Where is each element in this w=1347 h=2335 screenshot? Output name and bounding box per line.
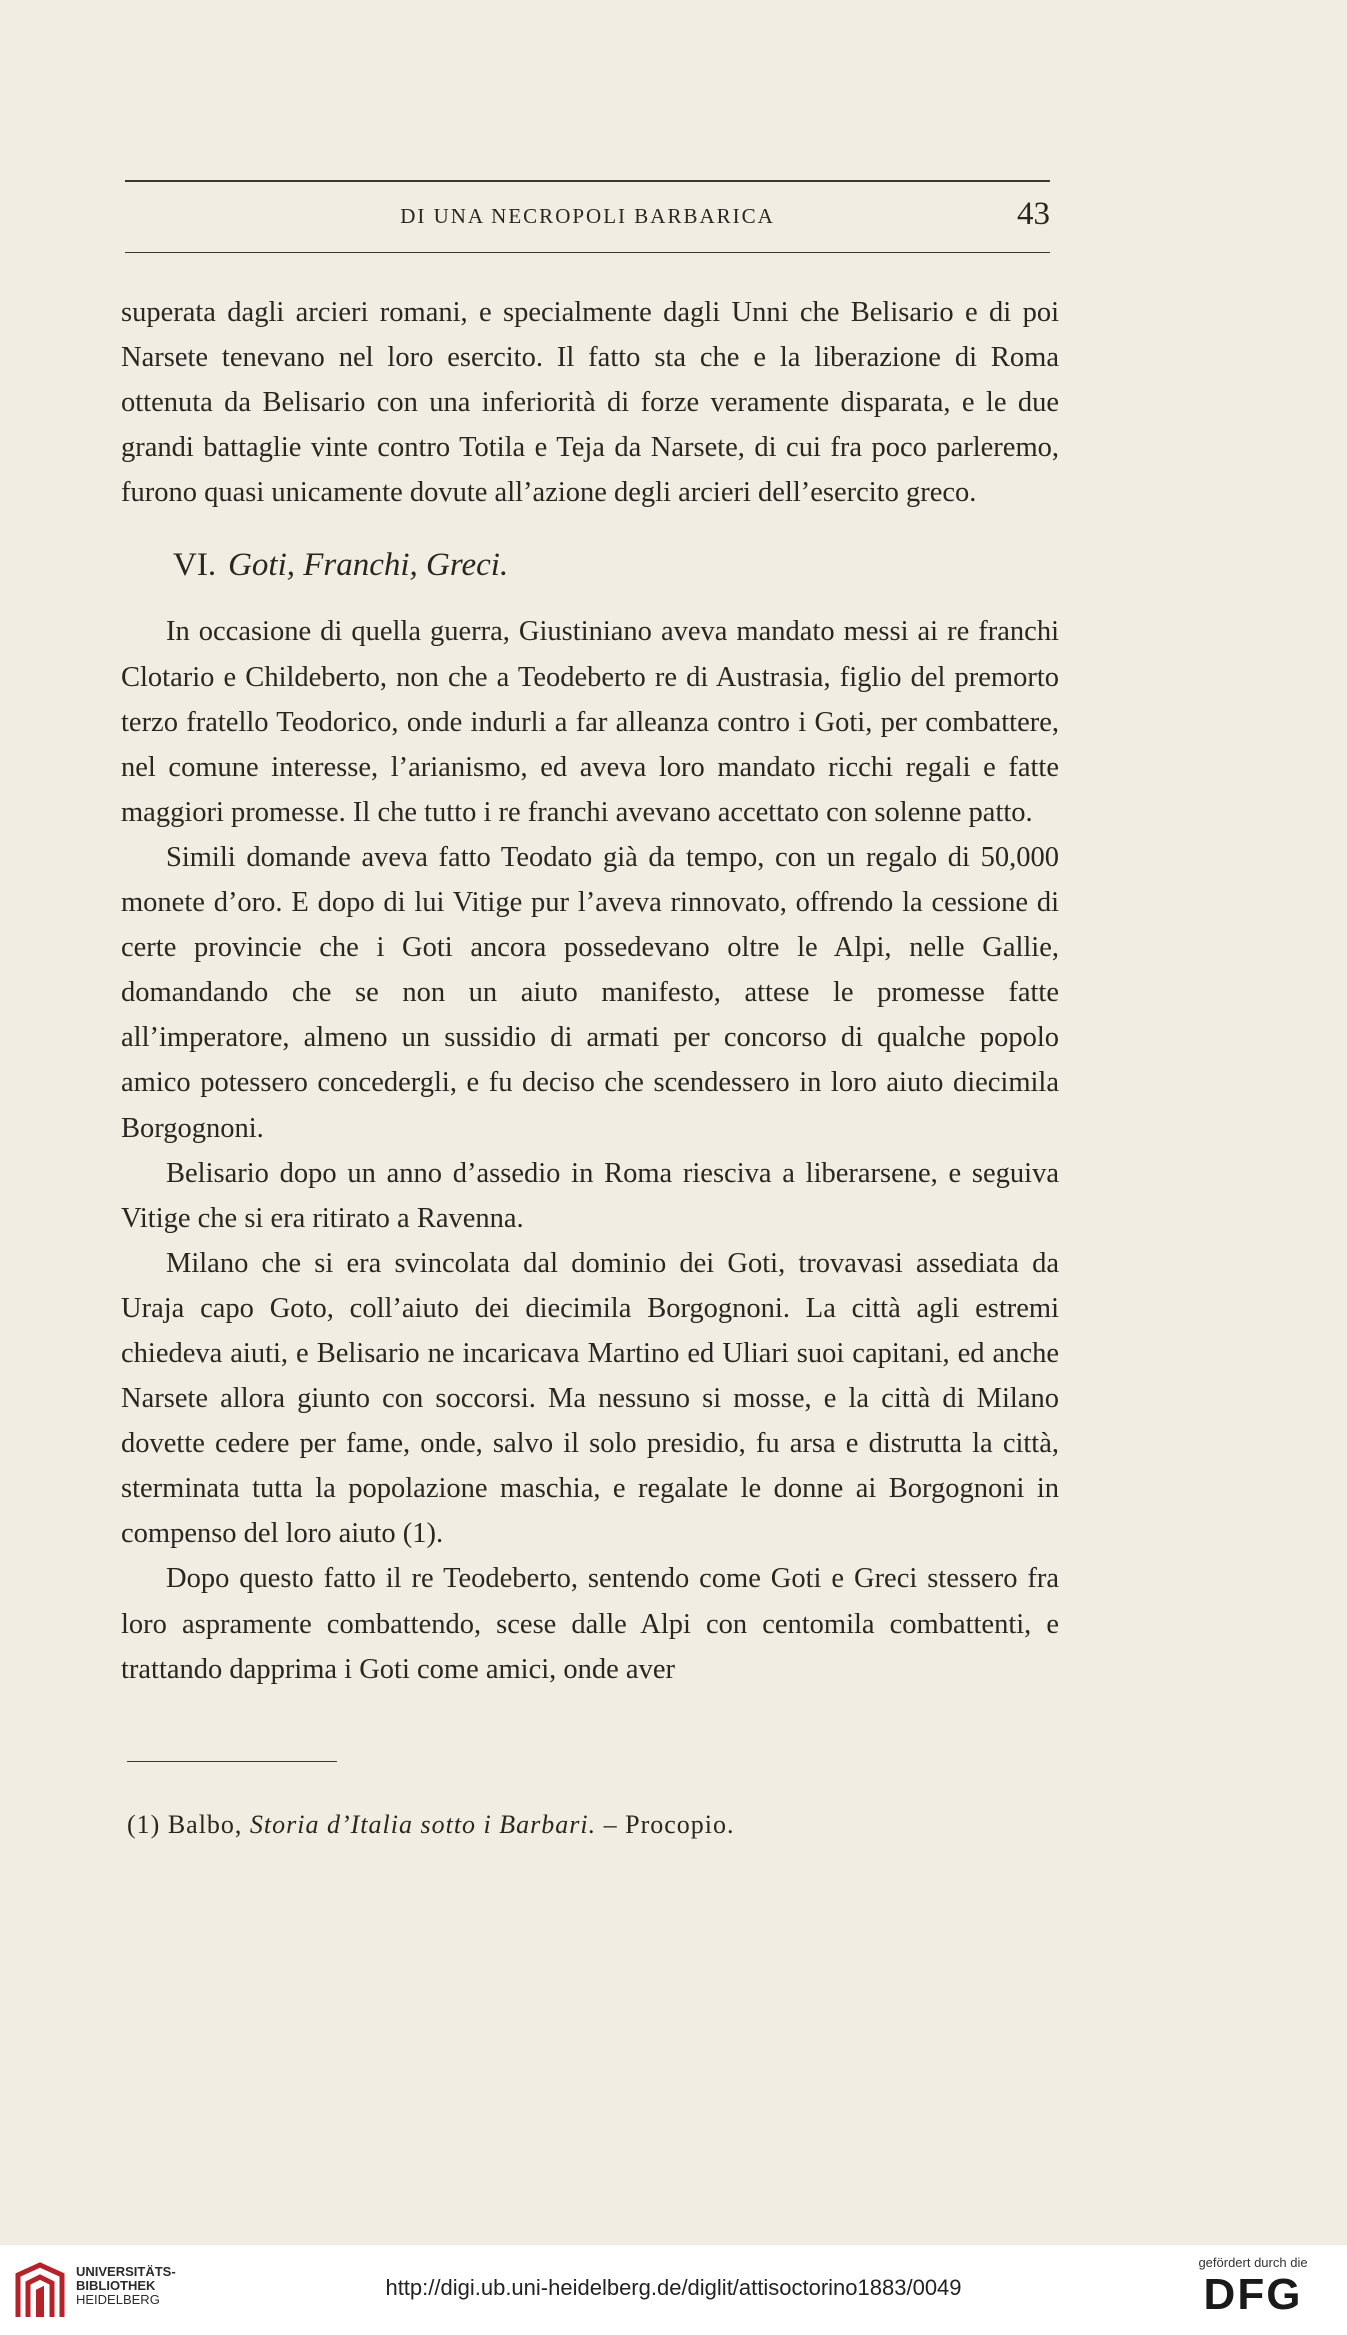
running-head	[125, 196, 1050, 246]
permalink-url[interactable]: http://digi.ub.uni-heidelberg.de/diglit/attisoctorino1883/0049	[385, 2275, 962, 2300]
footnote	[127, 1810, 1027, 1840]
library-name-line1: UNIVERSITÄTS-	[76, 2264, 176, 2279]
dfg-logo: DFG	[1203, 2270, 1303, 2319]
section-title: Goti, Franchi, Greci.	[228, 547, 509, 584]
viewer-footer	[0, 2245, 1347, 2335]
paragraph-1: superata dagli arcieri romani, e specialmente dagli Unni che Belisario e di poi Narsete tenevano nel loro esercito. Il fatto sta che e la liberazione di Roma ottenuta da Belisario con una inferiorità di forze veramente disparata, e le due grandi battaglie vinte contro Totila e Teja da Narsete, di cui fra poco parleremo, furono quasi unicamente dovute all’azione degli arcieri dell’esercito greco.	[121, 297, 1059, 509]
running-head-title: DI UNA NECROPOLI BARBARICA	[400, 204, 775, 228]
section-heading	[173, 543, 1059, 587]
paragraph-5: Milano che si era svincolata dal dominio dei Goti, trovavasi assediata da Uraja capo Goto, coll’aiuto dei diecimila Borgognoni. La città agli estremi chiedeva aiuti, e Belisario ne incaricava Martino ed Uliari suoi capitani, ed anche Narsete allora giunto con soccorsi. Ma nessuno si mosse, e la città di Milano dovette cedere per fame, onde, salvo il solo presidio, fu arsa e distrutta la città, sterminata tutta la popolazione maschia, e regalate le donne ai Borgognoni in compenso del loro aiuto (1).	[121, 1247, 1059, 1550]
page-number: 43	[1017, 196, 1050, 232]
funder-badge	[1173, 2255, 1333, 2320]
footnote-rest: – Procopio.	[603, 1810, 735, 1839]
footnote-work-title: Storia d’Italia sotto i Barbari.	[249, 1810, 597, 1839]
library-name-line3: HEIDELBERG	[76, 2292, 160, 2307]
footnote-rule	[127, 1761, 337, 1762]
funded-by-label: gefördert durch die	[1198, 2255, 1308, 2270]
paragraph-3: Simili domande aveva fatto Teodato già da tempo, con un regalo di 50,000 monete d’oro. E dopo di lui Vitige pur l’aveva rinnovato, offrendo la cessione di certe provincie che i Goti ancora possedevano oltre le Alpi, nelle Gallie, domandando che se non un aiuto manifesto, attese le promesse fatte all’imperatore, almeno un sussidio di armati per concorso di qualche popolo amico potessero concedergli, e fu deciso che scendessero in loro aiuto diecimila Borgognoni.	[121, 841, 1059, 1144]
footnote-marker: (1) Balbo,	[127, 1810, 243, 1839]
paragraph-2: In occasione di quella guerra, Giustiniano aveva mandato messi ai re franchi Clotario e Childeberto, non che a Teodeberto re di Austrasia, figlio del premorto terzo fratello Teodorico, onde indurli a far alleanza contro i Goti, per combattere, nel comune interesse, l’arianismo, ed aveva loro mandato ricchi regali e fatte maggiori promesse. Il che tutto i re franchi avevano accettato con solenne patto.	[121, 616, 1059, 828]
section-number: VI.	[173, 547, 217, 584]
library-name-line2: BIBLIOTHEK	[76, 2278, 156, 2293]
paragraph-6: Dopo questo fatto il re Teodeberto, sentendo come Goti e Greci stessero fra loro aspramente combattendo, scese dalle Alpi con centomila combattenti, e trattando dapprima i Goti come amici, onde aver	[121, 1563, 1059, 1685]
paragraph-4: Belisario dopo un anno d’assedio in Roma riesciva a liberarsene, e seguiva Vitige che si era ritirato a Ravenna.	[121, 1157, 1059, 1234]
body-text	[121, 290, 1059, 1692]
header-rule-top	[125, 180, 1050, 182]
header-rule-bottom	[125, 252, 1050, 253]
